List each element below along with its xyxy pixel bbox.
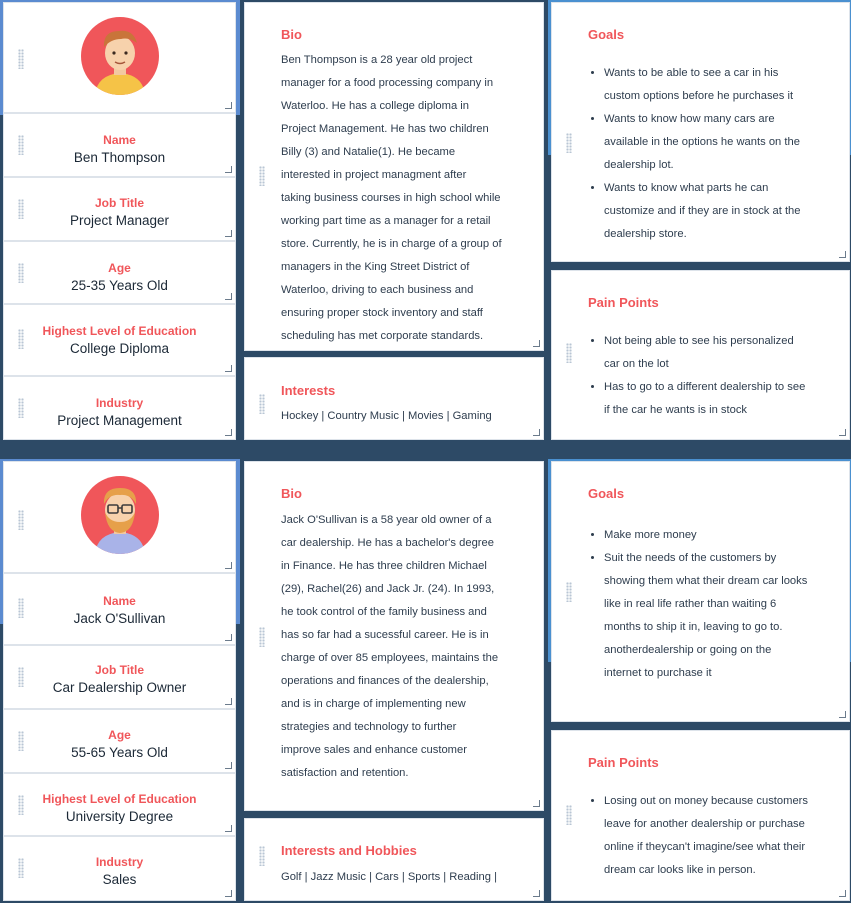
resize-corner-icon[interactable] bbox=[533, 800, 540, 807]
resize-corner-icon[interactable] bbox=[225, 698, 232, 705]
text-line: satisfaction and retention. bbox=[281, 767, 409, 779]
list-item-line: showing them what their dream car looks bbox=[604, 575, 808, 587]
interests-card[interactable] bbox=[245, 358, 543, 439]
age-value: 55-65 Years Old bbox=[71, 745, 168, 760]
education-label: Highest Level of Education bbox=[42, 792, 197, 806]
name-card[interactable] bbox=[4, 114, 235, 176]
text-line: ensuring proper stock inventory and staff bbox=[281, 307, 483, 319]
list-item-line: • Wants to know what parts he can bbox=[604, 182, 769, 194]
resize-corner-icon[interactable] bbox=[533, 340, 540, 347]
drag-handle-icon[interactable] bbox=[18, 598, 24, 618]
drag-handle-icon[interactable] bbox=[566, 582, 572, 602]
job-title-label: Job Title bbox=[94, 663, 145, 677]
text-line: working part time as a manager for a retail bbox=[281, 215, 491, 227]
job-title-label: Job Title bbox=[94, 196, 145, 210]
text-line: operations and finances of the dealership, bbox=[281, 675, 489, 687]
resize-corner-icon[interactable] bbox=[225, 102, 232, 109]
list-item bbox=[604, 108, 801, 177]
text-line: store. Currently, he is in charge of a group of bbox=[281, 238, 502, 250]
text-line: strategies and technology to further bbox=[281, 721, 457, 733]
drag-handle-icon[interactable] bbox=[566, 343, 572, 363]
drag-handle-icon[interactable] bbox=[18, 49, 24, 69]
industry-value: Project Management bbox=[57, 413, 182, 428]
pain-points-list bbox=[590, 790, 808, 882]
interests-title: Interests bbox=[281, 383, 336, 398]
list-item bbox=[604, 547, 807, 685]
resize-corner-icon[interactable] bbox=[225, 562, 232, 569]
drag-handle-icon[interactable] bbox=[259, 627, 265, 647]
education-card[interactable] bbox=[4, 305, 235, 375]
interests-hobbies-card[interactable] bbox=[245, 819, 543, 900]
text-line: managers in the King Street District of bbox=[281, 261, 470, 273]
resize-corner-icon[interactable] bbox=[533, 429, 540, 436]
resize-corner-icon[interactable] bbox=[225, 230, 232, 237]
list-item-line: online if theycan't imagine/see what their bbox=[604, 841, 806, 853]
industry-value: Sales bbox=[102, 872, 137, 887]
text-line: Jack O'Sullivan is a 58 year old owner of a bbox=[281, 514, 492, 526]
resize-corner-icon[interactable] bbox=[839, 429, 846, 436]
name-label: Name bbox=[103, 594, 136, 608]
pain-points-card[interactable] bbox=[552, 731, 849, 900]
list-item-line: • Suit the needs of the customers by bbox=[604, 552, 777, 564]
goals-card[interactable] bbox=[552, 3, 849, 261]
text-line: interested in project managment after bbox=[281, 169, 467, 181]
list-item bbox=[604, 790, 808, 882]
job-title-value: Car Dealership Owner bbox=[52, 680, 187, 695]
bio-card[interactable] bbox=[245, 3, 543, 350]
drag-handle-icon[interactable] bbox=[18, 731, 24, 751]
resize-corner-icon[interactable] bbox=[533, 890, 540, 897]
list-item-line: months to ship it in, leaving to go to. bbox=[604, 621, 783, 633]
drag-handle-icon[interactable] bbox=[18, 329, 24, 349]
drag-handle-icon[interactable] bbox=[259, 846, 265, 866]
resize-corner-icon[interactable] bbox=[225, 825, 232, 832]
text-line: Ben Thompson is a 28 year old project bbox=[281, 54, 473, 66]
drag-handle-icon[interactable] bbox=[259, 394, 265, 414]
drag-handle-icon[interactable] bbox=[566, 805, 572, 825]
goals-list bbox=[590, 524, 807, 685]
list-item-line: • Make more money bbox=[604, 529, 697, 541]
list-item-line: dealership lot. bbox=[604, 159, 674, 171]
list-item-line: customize and if they are in stock at the bbox=[604, 205, 801, 217]
education-label: Highest Level of Education bbox=[42, 324, 197, 338]
list-item bbox=[604, 62, 801, 108]
avatar-card[interactable] bbox=[4, 462, 235, 572]
text-line: scheduling has met corporate standards. bbox=[281, 330, 484, 342]
pain-points-card[interactable] bbox=[552, 271, 849, 439]
name-card[interactable] bbox=[4, 574, 235, 644]
job-title-card[interactable] bbox=[4, 646, 235, 708]
resize-corner-icon[interactable] bbox=[839, 251, 846, 258]
age-value: 25-35 Years Old bbox=[71, 278, 168, 293]
job-title-card[interactable] bbox=[4, 178, 235, 240]
pain-points-title: Pain Points bbox=[588, 295, 659, 310]
list-item-line: leave for another dealership or purchase bbox=[604, 818, 805, 830]
education-value: University Degree bbox=[65, 809, 174, 824]
drag-handle-icon[interactable] bbox=[18, 510, 24, 530]
name-label: Name bbox=[103, 133, 136, 147]
goals-title: Goals bbox=[588, 486, 625, 501]
industry-card[interactable] bbox=[4, 377, 235, 439]
text-line: in Finance. He has three children Michael bbox=[281, 560, 487, 572]
bio-title: Bio bbox=[281, 486, 302, 501]
avatar-card[interactable] bbox=[4, 3, 235, 112]
interests-text: Golf | Jazz Music | Cars | Sports | Reading | bbox=[281, 871, 497, 883]
drag-handle-icon[interactable] bbox=[18, 135, 24, 155]
text-line: manager for a food processing company in bbox=[281, 77, 494, 89]
interests-title: Interests and Hobbies bbox=[281, 843, 417, 858]
age-card[interactable] bbox=[4, 242, 235, 303]
age-label: Age bbox=[108, 728, 131, 742]
text-line: Waterloo, driving to each business and bbox=[281, 284, 474, 296]
text-line: Billy (3) and Natalie(1). He became bbox=[281, 146, 456, 158]
bearded-man-glasses-avatar-icon bbox=[81, 476, 159, 554]
text-line: Waterloo. He has a college diploma in bbox=[281, 100, 470, 112]
resize-corner-icon[interactable] bbox=[225, 890, 232, 897]
resize-corner-icon[interactable] bbox=[839, 890, 846, 897]
drag-handle-icon[interactable] bbox=[18, 398, 24, 418]
drag-handle-icon[interactable] bbox=[18, 795, 24, 815]
list-item-line: anotherdealership or going on the bbox=[604, 644, 772, 656]
text-line: taking business courses in high school while bbox=[281, 192, 501, 204]
list-item-line: • Has to go to a different dealership to see bbox=[604, 381, 806, 393]
list-item-line: • Losing out on money because customers bbox=[604, 795, 808, 807]
industry-label: Industry bbox=[95, 855, 144, 869]
resize-corner-icon[interactable] bbox=[225, 365, 232, 372]
age-label: Age bbox=[108, 261, 131, 275]
list-item-line: • Wants to be able to see a car in his bbox=[604, 67, 779, 79]
text-line: charge of over 85 employees, maintains the bbox=[281, 652, 499, 664]
name-value: Jack O'Sullivan bbox=[73, 611, 166, 626]
drag-handle-icon[interactable] bbox=[259, 166, 265, 186]
resize-corner-icon[interactable] bbox=[839, 711, 846, 718]
list-item bbox=[604, 177, 801, 246]
industry-card[interactable] bbox=[4, 837, 235, 900]
bio-text bbox=[281, 509, 498, 785]
bio-title: Bio bbox=[281, 27, 302, 42]
interests-text: Hockey | Country Music | Movies | Gaming bbox=[281, 410, 492, 422]
text-line: Project Management. He has two children bbox=[281, 123, 489, 135]
name-value: Ben Thompson bbox=[73, 150, 166, 165]
list-item-line: available in the options he wants on the bbox=[604, 136, 800, 148]
resize-corner-icon[interactable] bbox=[225, 429, 232, 436]
resize-corner-icon[interactable] bbox=[225, 762, 232, 769]
list-item-line: custom options before he purchases it bbox=[604, 90, 794, 102]
text-line: and is in charge of implementing new bbox=[281, 698, 466, 710]
list-item-line: like in real life rather than waiting 6 bbox=[604, 598, 777, 610]
job-title-value: Project Manager bbox=[69, 213, 170, 228]
list-item bbox=[604, 330, 805, 376]
list-item bbox=[604, 376, 805, 422]
goals-list bbox=[590, 62, 801, 246]
list-item-line: internet to purchase it bbox=[604, 667, 712, 679]
bio-text bbox=[281, 49, 502, 348]
text-line: he took control of the family business and bbox=[281, 606, 487, 618]
list-item-line: dealership store. bbox=[604, 228, 687, 240]
list-item-line: dream car looks like in person. bbox=[604, 864, 756, 876]
list-item-line: if the car he wants is in stock bbox=[604, 404, 748, 416]
list-item-line: • Wants to know how many cars are bbox=[604, 113, 775, 125]
pain-points-title: Pain Points bbox=[588, 755, 659, 770]
resize-corner-icon[interactable] bbox=[225, 166, 232, 173]
age-card[interactable] bbox=[4, 710, 235, 772]
pain-points-list bbox=[590, 330, 805, 422]
text-line: has so far had a sucessful career. He is in bbox=[281, 629, 489, 641]
persona-board-ben bbox=[0, 0, 851, 442]
list-item bbox=[604, 524, 807, 547]
text-line: (29), Rachel(26) and Jack Jr. (24). In 1993, bbox=[281, 583, 495, 595]
resize-corner-icon[interactable] bbox=[225, 293, 232, 300]
list-item-line: car on the lot bbox=[604, 358, 669, 370]
text-line: improve sales and enhance customer bbox=[281, 744, 467, 756]
drag-handle-icon[interactable] bbox=[18, 858, 24, 878]
drag-handle-icon[interactable] bbox=[18, 667, 24, 687]
industry-label: Industry bbox=[95, 396, 144, 410]
list-item-line: • Not being able to see his personalized bbox=[604, 335, 794, 347]
drag-handle-icon[interactable] bbox=[566, 133, 572, 153]
goals-title: Goals bbox=[588, 27, 625, 42]
persona-board-jack bbox=[0, 459, 851, 903]
education-value: College Diploma bbox=[69, 341, 170, 356]
resize-corner-icon[interactable] bbox=[225, 634, 232, 641]
bio-card[interactable] bbox=[245, 462, 543, 810]
male-avatar-short-hair-icon bbox=[81, 17, 159, 95]
text-line: car dealership. He has a bachelor's degree bbox=[281, 537, 494, 549]
goals-card[interactable] bbox=[552, 462, 849, 721]
drag-handle-icon[interactable] bbox=[18, 199, 24, 219]
drag-handle-icon[interactable] bbox=[18, 263, 24, 283]
education-card[interactable] bbox=[4, 774, 235, 835]
